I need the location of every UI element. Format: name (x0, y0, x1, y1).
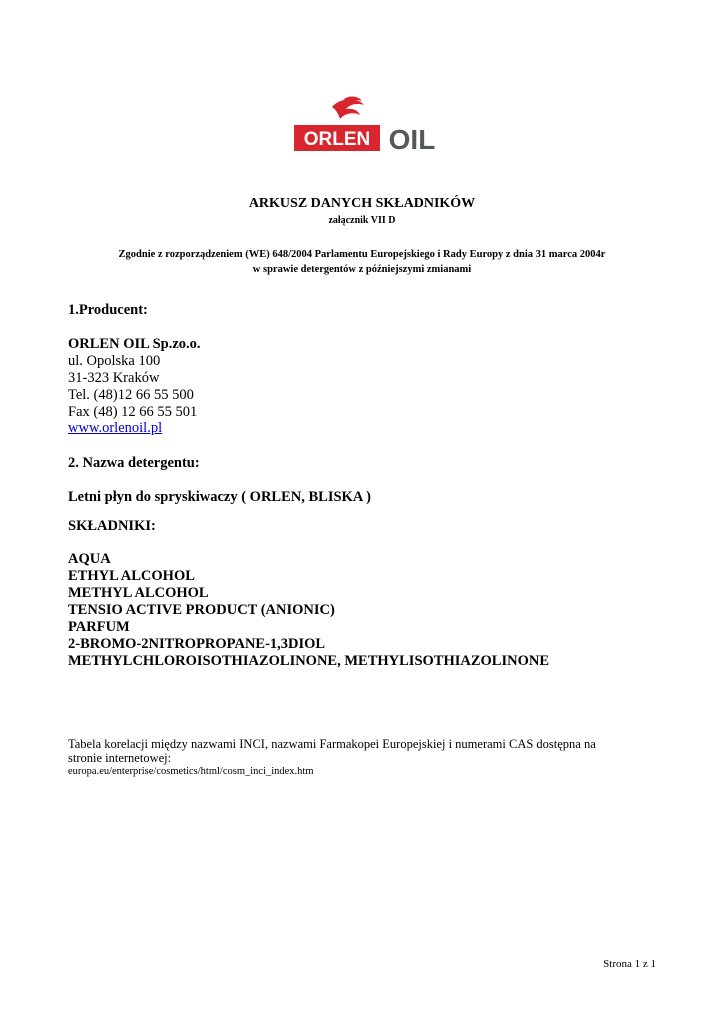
page-number: Strona 1 z 1 (603, 958, 656, 970)
regulation-line-2: w sprawie detergentów z późniejszymi zmianami (252, 264, 472, 275)
eagle-logo-icon (292, 95, 444, 155)
ingredients-heading: SKŁADNIKI: (68, 518, 156, 534)
producer-name: ORLEN OIL Sp.zo.o. (68, 336, 201, 352)
note-line-2: stronie internetowej: (68, 751, 172, 765)
note-url: europa.eu/enterprise/cosmetics/html/cosm_inci_index.htm (68, 766, 314, 777)
producer-heading: 1.Producent: (68, 302, 148, 318)
note-line-1: Tabela korelacji między nazwami INCI, nazwami Farmakopei Europejskiej i numerami CAS dostępna na (68, 737, 596, 751)
ingredient-item: AQUA (68, 551, 111, 567)
producer-city: 31-323 Kraków (68, 370, 160, 386)
producer-website-link[interactable]: www.orlenoil.pl (68, 420, 163, 436)
producer-tel: Tel. (48)12 66 55 500 (68, 387, 194, 403)
ingredient-item: METHYL ALCOHOL (68, 585, 209, 601)
producer-street: ul. Opolska 100 (68, 353, 161, 369)
ingredient-item: PARFUM (68, 619, 130, 635)
logo-oil-text: OIL (388, 124, 436, 155)
ingredient-item: 2-BROMO-2NITROPROPANE-1,3DIOL (68, 636, 326, 652)
ingredient-item: METHYLCHLOROISOTHIAZOLINONE, METHYLISOTHIAZOLINONE (68, 653, 550, 669)
ingredient-item: ETHYL ALCOHOL (68, 568, 195, 584)
document-title: ARKUSZ DANYCH SKŁADNIKÓW (248, 196, 476, 211)
producer-fax: Fax (48) 12 66 55 501 (68, 404, 198, 420)
document-subtitle: załącznik VII D (328, 215, 396, 226)
detergent-name: Letni płyn do spryskiwaczy ( ORLEN, BLISKA ) (68, 489, 371, 505)
regulation-line-1: Zgodnie z rozporządzeniem (WE) 648/2004 Parlamentu Europejskiego i Rady Europy z dnia 31 marca 2004r (118, 249, 606, 260)
ingredient-item: TENSIO ACTIVE PRODUCT (ANIONIC) (68, 602, 335, 618)
detergent-heading: 2. Nazwa detergentu: (68, 455, 200, 471)
logo-orlen-text: ORLEN (303, 129, 371, 150)
orlen-oil-logo (292, 95, 444, 155)
